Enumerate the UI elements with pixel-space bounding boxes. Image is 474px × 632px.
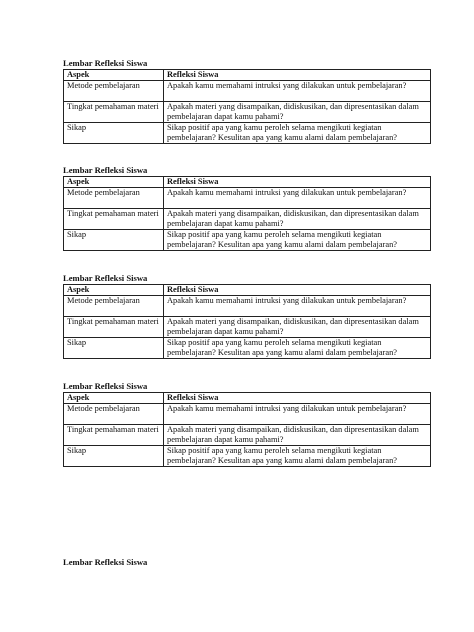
table-row: [64, 404, 431, 425]
refleksi-cell: Apakah materi yang disampaikan, didiskusikan, dan dipresentasikan dalam pembelajaran dapat kamu pahami?: [164, 317, 431, 338]
header-refleksi: Refleksi Siswa: [164, 393, 431, 404]
block-title: Lembar Refleksi Siswa: [63, 557, 148, 567]
aspek-cell: Tingkat pemahaman materi: [64, 317, 164, 338]
table-row: [64, 123, 431, 144]
header-refleksi: Refleksi Siswa: [164, 177, 431, 188]
table-row: [64, 338, 431, 359]
reflection-table: [63, 69, 431, 144]
reflection-block: [63, 165, 429, 251]
refleksi-cell: Sikap positif apa yang kamu peroleh selama mengikuti kegiatan pembelajaran? Kesulitan apa yang kamu alami dalam pembelajaran?: [164, 338, 431, 359]
reflection-block: [63, 58, 429, 144]
table-row: [64, 102, 431, 123]
refleksi-cell: Apakah kamu memahami intruksi yang dilakukan untuk pembelajaran?: [164, 188, 431, 209]
header-aspek: Aspek: [64, 177, 164, 188]
header-aspek: Aspek: [64, 393, 164, 404]
reflection-table: [63, 176, 431, 251]
refleksi-cell: Apakah kamu memahami intruksi yang dilakukan untuk pembelajaran?: [164, 81, 431, 102]
header-refleksi: Refleksi Siswa: [164, 70, 431, 81]
table-header-row: [64, 177, 431, 188]
aspek-cell: Tingkat pemahaman materi: [64, 209, 164, 230]
refleksi-cell: Sikap positif apa yang kamu peroleh selama mengikuti kegiatan pembelajaran? Kesulitan apa yang kamu alami dalam pembelajaran?: [164, 230, 431, 251]
reflection-block: [63, 273, 429, 359]
table-row: [64, 446, 431, 467]
table-row: [64, 188, 431, 209]
block-title: Lembar Refleksi Siswa: [63, 273, 148, 283]
aspek-cell: Sikap: [64, 230, 164, 251]
block-title: Lembar Refleksi Siswa: [63, 381, 148, 391]
table-row: [64, 209, 431, 230]
header-refleksi: Refleksi Siswa: [164, 285, 431, 296]
table-header-row: [64, 393, 431, 404]
table-row: [64, 317, 431, 338]
table-row: [64, 81, 431, 102]
block-title: Lembar Refleksi Siswa: [63, 58, 148, 68]
aspek-cell: Sikap: [64, 123, 164, 144]
aspek-cell: Tingkat pemahaman materi: [64, 425, 164, 446]
aspek-cell: Metode pembelajaran: [64, 404, 164, 425]
refleksi-cell: Apakah materi yang disampaikan, didiskusikan, dan dipresentasikan dalam pembelajaran dapat kamu pahami?: [164, 209, 431, 230]
refleksi-cell: Apakah kamu memahami intruksi yang dilakukan untuk pembelajaran?: [164, 404, 431, 425]
table-row: [64, 296, 431, 317]
header-aspek: Aspek: [64, 70, 164, 81]
table-header-row: [64, 70, 431, 81]
refleksi-cell: Apakah materi yang disampaikan, didiskusikan, dan dipresentasikan dalam pembelajaran dapat kamu pahami?: [164, 425, 431, 446]
aspek-cell: Metode pembelajaran: [64, 296, 164, 317]
aspek-cell: Tingkat pemahaman materi: [64, 102, 164, 123]
table-row: [64, 230, 431, 251]
refleksi-cell: Apakah kamu memahami intruksi yang dilakukan untuk pembelajaran?: [164, 296, 431, 317]
reflection-table: [63, 284, 431, 359]
reflection-block: [63, 381, 429, 467]
reflection-table: [63, 392, 431, 467]
refleksi-cell: Sikap positif apa yang kamu peroleh selama mengikuti kegiatan pembelajaran? Kesulitan apa yang kamu alami dalam pembelajaran?: [164, 446, 431, 467]
aspek-cell: Metode pembelajaran: [64, 81, 164, 102]
refleksi-cell: Sikap positif apa yang kamu peroleh selama mengikuti kegiatan pembelajaran? Kesulitan apa yang kamu alami dalam pembelajaran?: [164, 123, 431, 144]
block-title: Lembar Refleksi Siswa: [63, 165, 148, 175]
aspek-cell: Sikap: [64, 338, 164, 359]
aspek-cell: Sikap: [64, 446, 164, 467]
aspek-cell: Metode pembelajaran: [64, 188, 164, 209]
table-row: [64, 425, 431, 446]
header-aspek: Aspek: [64, 285, 164, 296]
refleksi-cell: Apakah materi yang disampaikan, didiskusikan, dan dipresentasikan dalam pembelajaran dapat kamu pahami?: [164, 102, 431, 123]
table-header-row: [64, 285, 431, 296]
